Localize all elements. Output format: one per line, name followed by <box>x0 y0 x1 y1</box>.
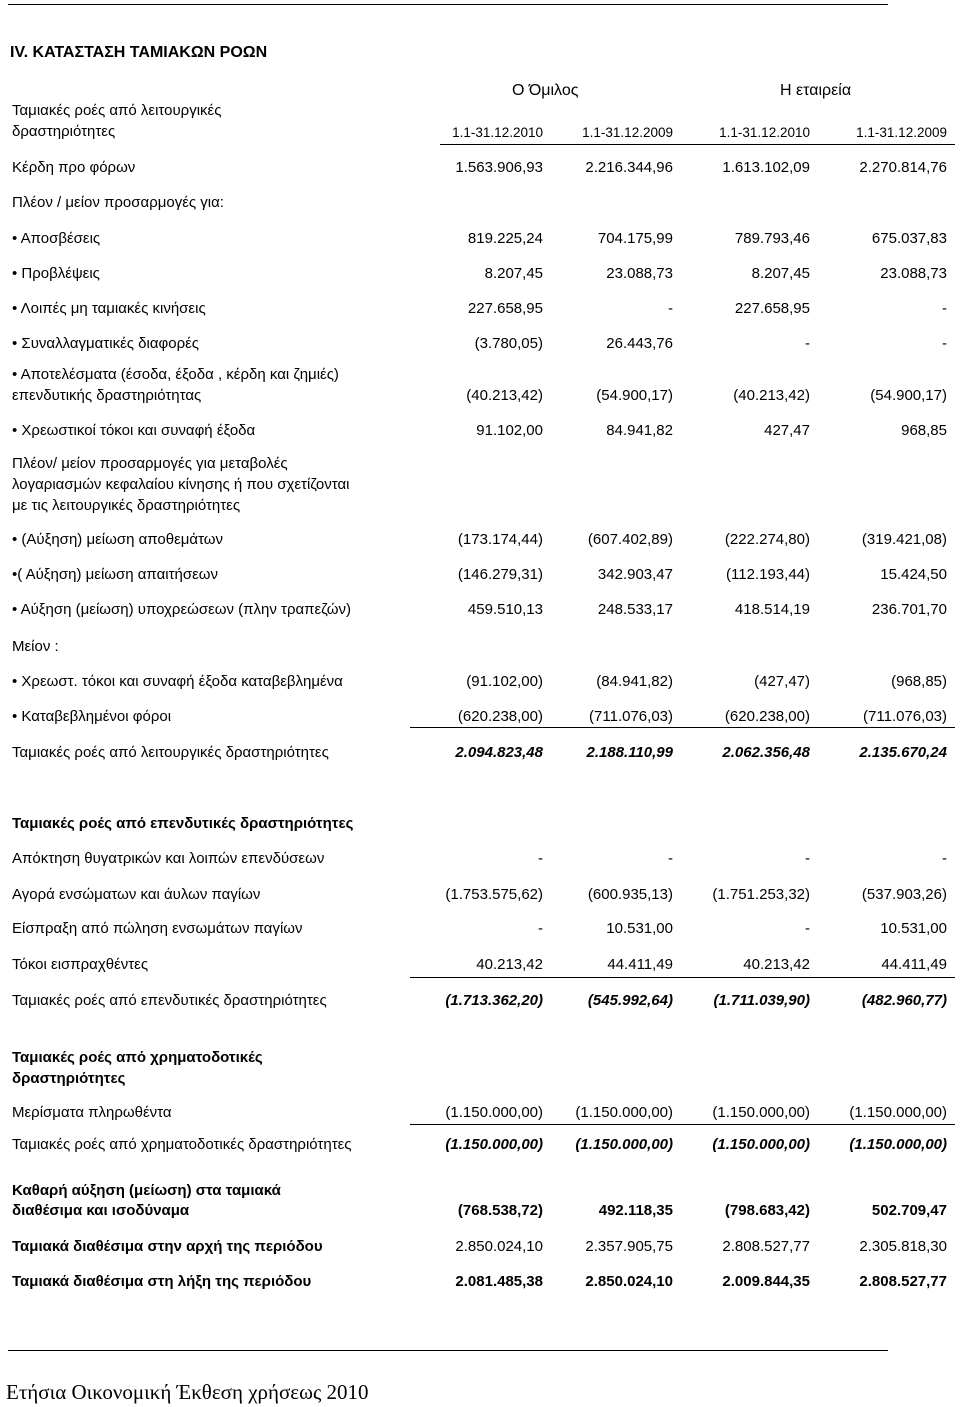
company-heading: Η εταιρεία <box>780 82 852 99</box>
subtotal-rule <box>410 977 955 978</box>
period-header: 1.1-31.12.2010 <box>452 125 543 140</box>
header-rule <box>440 144 955 145</box>
subtotal-rule <box>410 1124 955 1125</box>
period-header: 1.1-31.12.2009 <box>582 125 673 140</box>
page-title: IV. ΚΑΤΑΣΤΑΣΗ ΤΑΜΙΑΚΩΝ ΡΟΩΝ <box>10 44 268 61</box>
footer-text: Ετήσια Οικονομική Έκθεση χρήσεως 2010 <box>6 1380 369 1404</box>
footer-rule <box>8 1350 888 1351</box>
group-heading: Ο Όμιλος <box>512 82 579 99</box>
period-header: 1.1-31.12.2010 <box>719 125 810 140</box>
top-rule <box>8 4 888 5</box>
period-header: 1.1-31.12.2009 <box>856 125 947 140</box>
subtotal-rule <box>410 727 955 728</box>
